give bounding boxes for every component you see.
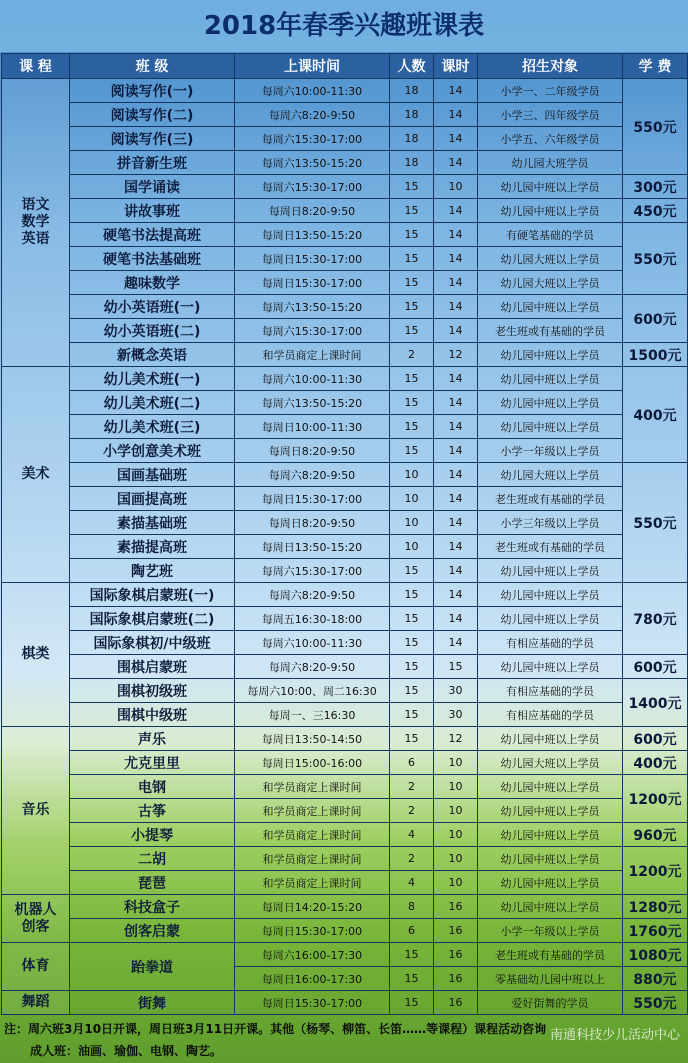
class-target: 幼儿园中班以上学员	[478, 295, 623, 319]
class-count: 15	[390, 367, 434, 391]
class-count: 18	[390, 151, 434, 175]
class-count: 15	[390, 175, 434, 199]
class-name: 围棋初级班	[70, 679, 235, 703]
class-hours: 10	[434, 823, 478, 847]
class-name: 围棋中级班	[70, 703, 235, 727]
class-target: 幼儿园中班以上学员	[478, 895, 623, 919]
class-count: 18	[390, 79, 434, 103]
class-time: 每周六13:50-15:20	[235, 391, 390, 415]
fee-cell: 450元	[623, 199, 688, 223]
class-time: 和学员商定上课时间	[235, 823, 390, 847]
table-row	[2, 535, 688, 559]
class-count: 2	[390, 799, 434, 823]
fee-cell: 400元	[623, 751, 688, 775]
table-row	[2, 271, 688, 295]
class-name: 趣味数学	[70, 271, 235, 295]
category-cell: 音乐	[2, 727, 70, 895]
class-name: 幼小英语班(一)	[70, 295, 235, 319]
class-name: 素描基础班	[70, 511, 235, 535]
class-time: 每周日15:30-17:00	[235, 919, 390, 943]
class-name: 国际象棋初/中级班	[70, 631, 235, 655]
header-fee: 学 费	[623, 54, 688, 79]
class-name: 陶艺班	[70, 559, 235, 583]
class-count: 15	[390, 199, 434, 223]
class-count: 10	[390, 511, 434, 535]
class-time: 和学员商定上课时间	[235, 871, 390, 895]
table-row	[2, 127, 688, 151]
class-count: 15	[390, 943, 434, 967]
class-target: 小学一年级以上学员	[478, 439, 623, 463]
class-hours: 12	[434, 343, 478, 367]
class-time: 每周五16:30-18:00	[235, 607, 390, 631]
class-hours: 30	[434, 703, 478, 727]
fee-cell: 780元	[623, 583, 688, 655]
category-cell: 机器人 创客	[2, 895, 70, 943]
class-time: 每周日15:30-17:00	[235, 991, 390, 1015]
class-time: 每周六16:00-17:30	[235, 943, 390, 967]
class-target: 老生班或有基础的学员	[478, 487, 623, 511]
class-target: 幼儿园大班以上学员	[478, 751, 623, 775]
table-row	[2, 367, 688, 391]
class-hours: 14	[434, 391, 478, 415]
class-hours: 16	[434, 943, 478, 967]
class-count: 15	[390, 439, 434, 463]
class-name: 素描提高班	[70, 535, 235, 559]
class-time: 每周日15:30-17:00	[235, 271, 390, 295]
class-name: 科技盒子	[70, 895, 235, 919]
class-count: 15	[390, 967, 434, 991]
class-hours: 14	[434, 367, 478, 391]
header-row	[2, 54, 688, 79]
header-hours: 课时	[434, 54, 478, 79]
class-target: 幼儿园中班以上学员	[478, 175, 623, 199]
class-target: 爱好街舞的学员	[478, 991, 623, 1015]
table-row	[2, 751, 688, 775]
class-hours: 14	[434, 439, 478, 463]
class-time: 每周一、三16:30	[235, 703, 390, 727]
class-time: 每周六10:00-11:30	[235, 367, 390, 391]
class-target: 有硬笔基础的学员	[478, 223, 623, 247]
class-hours: 10	[434, 847, 478, 871]
class-time: 每周六10:00-11:30	[235, 79, 390, 103]
table-row	[2, 991, 688, 1015]
class-hours: 16	[434, 919, 478, 943]
class-hours: 10	[434, 799, 478, 823]
fee-cell: 550元	[623, 463, 688, 583]
class-time: 每周六15:30-17:00	[235, 319, 390, 343]
class-count: 10	[390, 487, 434, 511]
table-row	[2, 847, 688, 871]
table-row	[2, 319, 688, 343]
table-row	[2, 415, 688, 439]
class-hours: 14	[434, 79, 478, 103]
class-hours: 14	[434, 127, 478, 151]
class-time: 和学员商定上课时间	[235, 343, 390, 367]
class-hours: 16	[434, 895, 478, 919]
class-count: 6	[390, 751, 434, 775]
schedule-body	[2, 79, 688, 1015]
class-name: 幼儿美术班(二)	[70, 391, 235, 415]
class-time: 每周日16:00-17:30	[235, 967, 390, 991]
class-name: 硬笔书法基础班	[70, 247, 235, 271]
fee-cell: 1080元	[623, 943, 688, 967]
table-row	[2, 727, 688, 751]
class-name: 创客启蒙	[70, 919, 235, 943]
class-name: 声乐	[70, 727, 235, 751]
class-hours: 14	[434, 535, 478, 559]
class-name: 古筝	[70, 799, 235, 823]
class-time: 和学员商定上课时间	[235, 799, 390, 823]
table-row	[2, 943, 688, 967]
class-count: 15	[390, 703, 434, 727]
fee-cell: 600元	[623, 655, 688, 679]
fee-cell: 300元	[623, 175, 688, 199]
class-count: 15	[390, 559, 434, 583]
class-hours: 14	[434, 463, 478, 487]
class-target: 幼儿园中班以上学员	[478, 415, 623, 439]
table-row	[2, 175, 688, 199]
class-target: 有相应基础的学员	[478, 679, 623, 703]
class-hours: 14	[434, 511, 478, 535]
fee-cell: 550元	[623, 991, 688, 1015]
class-hours: 14	[434, 319, 478, 343]
class-target: 小学三年级以上学员	[478, 511, 623, 535]
class-count: 10	[390, 463, 434, 487]
table-row	[2, 511, 688, 535]
class-name: 小学创意美术班	[70, 439, 235, 463]
class-target: 小学一年级以上学员	[478, 919, 623, 943]
category-cell: 舞蹈	[2, 991, 70, 1015]
class-target: 老生班或有基础的学员	[478, 319, 623, 343]
class-name: 国际象棋启蒙班(一)	[70, 583, 235, 607]
table-row	[2, 391, 688, 415]
class-name: 尤克里里	[70, 751, 235, 775]
class-count: 15	[390, 655, 434, 679]
footnote-line-2: 成人班：油画、瑜伽、电钢、陶艺。	[30, 1044, 223, 1058]
header-course: 课 程	[2, 54, 70, 79]
table-row	[2, 871, 688, 895]
class-count: 2	[390, 775, 434, 799]
class-time: 每周六15:30-17:00	[235, 559, 390, 583]
table-row	[2, 223, 688, 247]
class-count: 15	[390, 727, 434, 751]
class-target: 幼儿园中班以上学员	[478, 583, 623, 607]
table-row	[2, 487, 688, 511]
class-name: 国画提高班	[70, 487, 235, 511]
class-target: 小学一、二年级学员	[478, 79, 623, 103]
class-hours: 16	[434, 967, 478, 991]
class-name: 街舞	[70, 991, 235, 1015]
fee-cell: 1760元	[623, 919, 688, 943]
schedule-table	[1, 53, 688, 1015]
table-row	[2, 583, 688, 607]
class-hours: 14	[434, 295, 478, 319]
class-target: 幼儿园中班以上学员	[478, 559, 623, 583]
table-row	[2, 655, 688, 679]
class-count: 15	[390, 247, 434, 271]
class-time: 每周日8:20-9:50	[235, 511, 390, 535]
table-row	[2, 703, 688, 727]
fee-cell: 1280元	[623, 895, 688, 919]
table-row	[2, 919, 688, 943]
fee-cell: 550元	[623, 79, 688, 175]
class-target: 幼儿园中班以上学员	[478, 727, 623, 751]
header-class: 班 级	[70, 54, 235, 79]
class-hours: 10	[434, 775, 478, 799]
class-target: 幼儿园中班以上学员	[478, 343, 623, 367]
category-cell: 语文 数学 英语	[2, 79, 70, 367]
class-count: 18	[390, 103, 434, 127]
class-hours: 10	[434, 751, 478, 775]
fee-cell: 600元	[623, 727, 688, 751]
class-name: 二胡	[70, 847, 235, 871]
table-row	[2, 463, 688, 487]
fee-cell: 1500元	[623, 343, 688, 367]
class-target: 幼儿园中班以上学员	[478, 391, 623, 415]
class-name: 国学诵读	[70, 175, 235, 199]
fee-cell: 1400元	[623, 679, 688, 727]
table-row	[2, 79, 688, 103]
class-name: 琵琶	[70, 871, 235, 895]
class-name: 幼儿美术班(一)	[70, 367, 235, 391]
class-target: 小学三、四年级学员	[478, 103, 623, 127]
class-time: 和学员商定上课时间	[235, 775, 390, 799]
class-count: 15	[390, 295, 434, 319]
class-count: 15	[390, 679, 434, 703]
class-count: 15	[390, 319, 434, 343]
class-hours: 10	[434, 871, 478, 895]
class-name: 阅读写作(二)	[70, 103, 235, 127]
class-target: 幼儿园中班以上学员	[478, 607, 623, 631]
class-hours: 10	[434, 175, 478, 199]
class-count: 15	[390, 391, 434, 415]
class-hours: 30	[434, 679, 478, 703]
class-count: 15	[390, 991, 434, 1015]
class-time: 每周日8:20-9:50	[235, 439, 390, 463]
table-row	[2, 295, 688, 319]
header-time: 上课时间	[235, 54, 390, 79]
class-time: 每周六8:20-9:50	[235, 463, 390, 487]
header-count: 人数	[390, 54, 434, 79]
category-cell: 棋类	[2, 583, 70, 727]
class-target: 幼儿园大班以上学员	[478, 463, 623, 487]
class-name: 小提琴	[70, 823, 235, 847]
fee-cell: 880元	[623, 967, 688, 991]
class-target: 幼儿园中班以上学员	[478, 799, 623, 823]
class-time: 每周日15:30-17:00	[235, 487, 390, 511]
class-target: 零基础幼儿园中班以上	[478, 967, 623, 991]
class-name: 国际象棋启蒙班(二)	[70, 607, 235, 631]
class-name: 讲故事班	[70, 199, 235, 223]
table-row	[2, 895, 688, 919]
class-time: 每周六15:30-17:00	[235, 127, 390, 151]
class-hours: 14	[434, 151, 478, 175]
table-row	[2, 607, 688, 631]
fee-cell: 550元	[623, 223, 688, 295]
class-target: 幼儿园中班以上学员	[478, 775, 623, 799]
fee-cell: 1200元	[623, 775, 688, 823]
class-time: 每周日15:30-17:00	[235, 247, 390, 271]
class-count: 18	[390, 127, 434, 151]
class-name: 幼小英语班(二)	[70, 319, 235, 343]
class-target: 幼儿园大班以上学员	[478, 271, 623, 295]
table-row	[2, 247, 688, 271]
fee-cell: 600元	[623, 295, 688, 343]
table-row	[2, 103, 688, 127]
class-hours: 14	[434, 103, 478, 127]
class-hours: 14	[434, 199, 478, 223]
class-hours: 15	[434, 655, 478, 679]
class-name: 阅读写作(一)	[70, 79, 235, 103]
table-row	[2, 199, 688, 223]
table-row	[2, 343, 688, 367]
class-target: 幼儿园中班以上学员	[478, 871, 623, 895]
class-time: 每周六8:20-9:50	[235, 655, 390, 679]
class-target: 幼儿园中班以上学员	[478, 847, 623, 871]
class-target: 小学五、六年级学员	[478, 127, 623, 151]
class-name: 电钢	[70, 775, 235, 799]
class-count: 8	[390, 895, 434, 919]
class-hours: 14	[434, 223, 478, 247]
class-target: 幼儿园中班以上学员	[478, 823, 623, 847]
table-row	[2, 799, 688, 823]
class-target: 有相应基础的学员	[478, 631, 623, 655]
class-time: 每周日8:20-9:50	[235, 199, 390, 223]
class-name: 新概念英语	[70, 343, 235, 367]
category-cell: 美术	[2, 367, 70, 583]
class-target: 老生班或有基础的学员	[478, 535, 623, 559]
watermark: 南通科技少儿活动中心	[549, 1028, 680, 1043]
class-hours: 14	[434, 415, 478, 439]
footnote-line-1: 注：周六班3月10日开课，周日班3月11日开课。其他（杨琴、柳笛、长笛……等课程）课程活动咨询	[4, 1022, 547, 1036]
class-hours: 14	[434, 271, 478, 295]
class-target: 幼儿园中班以上学员	[478, 199, 623, 223]
class-target: 幼儿园中班以上学员	[478, 367, 623, 391]
class-hours: 14	[434, 631, 478, 655]
class-target: 幼儿园中班以上学员	[478, 655, 623, 679]
class-count: 6	[390, 919, 434, 943]
class-count: 2	[390, 343, 434, 367]
class-time: 每周六10:00、周二16:30	[235, 679, 390, 703]
class-time: 每周六10:00-11:30	[235, 631, 390, 655]
class-hours: 16	[434, 991, 478, 1015]
class-time: 每周日14:20-15:20	[235, 895, 390, 919]
class-hours: 14	[434, 583, 478, 607]
class-hours: 14	[434, 607, 478, 631]
class-count: 2	[390, 847, 434, 871]
class-count: 15	[390, 223, 434, 247]
class-time: 每周六13:50-15:20	[235, 151, 390, 175]
class-time: 每周日15:00-16:00	[235, 751, 390, 775]
class-time: 每周日13:50-14:50	[235, 727, 390, 751]
class-time: 每周日13:50-15:20	[235, 223, 390, 247]
class-count: 15	[390, 583, 434, 607]
class-count: 15	[390, 271, 434, 295]
table-row	[2, 823, 688, 847]
class-count: 15	[390, 415, 434, 439]
table-row	[2, 775, 688, 799]
class-time: 每周六13:50-15:20	[235, 295, 390, 319]
category-cell: 体育	[2, 943, 70, 991]
class-target: 老生班或有基础的学员	[478, 943, 623, 967]
table-row	[2, 151, 688, 175]
class-time: 每周日10:00-11:30	[235, 415, 390, 439]
class-count: 15	[390, 607, 434, 631]
class-time: 每周六15:30-17:00	[235, 175, 390, 199]
class-target: 幼儿园大班以上学员	[478, 247, 623, 271]
table-row	[2, 559, 688, 583]
class-hours: 14	[434, 559, 478, 583]
class-count: 15	[390, 631, 434, 655]
class-hours: 12	[434, 727, 478, 751]
fee-cell: 960元	[623, 823, 688, 847]
class-target: 幼儿园大班学员	[478, 151, 623, 175]
class-name: 围棋启蒙班	[70, 655, 235, 679]
page-title: 2018年春季兴趣班课表	[0, 0, 688, 52]
class-time: 每周六8:20-9:50	[235, 103, 390, 127]
class-name: 拼音新生班	[70, 151, 235, 175]
table-row	[2, 679, 688, 703]
class-time: 和学员商定上课时间	[235, 847, 390, 871]
table-row	[2, 631, 688, 655]
fee-cell: 1200元	[623, 847, 688, 895]
class-name: 国画基础班	[70, 463, 235, 487]
class-name: 阅读写作(三)	[70, 127, 235, 151]
class-count: 10	[390, 535, 434, 559]
class-hours: 14	[434, 247, 478, 271]
table-row	[2, 439, 688, 463]
class-name: 跆拳道	[70, 943, 235, 991]
class-target: 有相应基础的学员	[478, 703, 623, 727]
class-count: 4	[390, 871, 434, 895]
class-name: 幼儿美术班(三)	[70, 415, 235, 439]
header-target: 招生对象	[478, 54, 623, 79]
fee-cell: 400元	[623, 367, 688, 463]
class-hours: 14	[434, 487, 478, 511]
class-name: 硬笔书法提高班	[70, 223, 235, 247]
class-time: 每周六8:20-9:50	[235, 583, 390, 607]
class-count: 4	[390, 823, 434, 847]
class-time: 每周日13:50-15:20	[235, 535, 390, 559]
